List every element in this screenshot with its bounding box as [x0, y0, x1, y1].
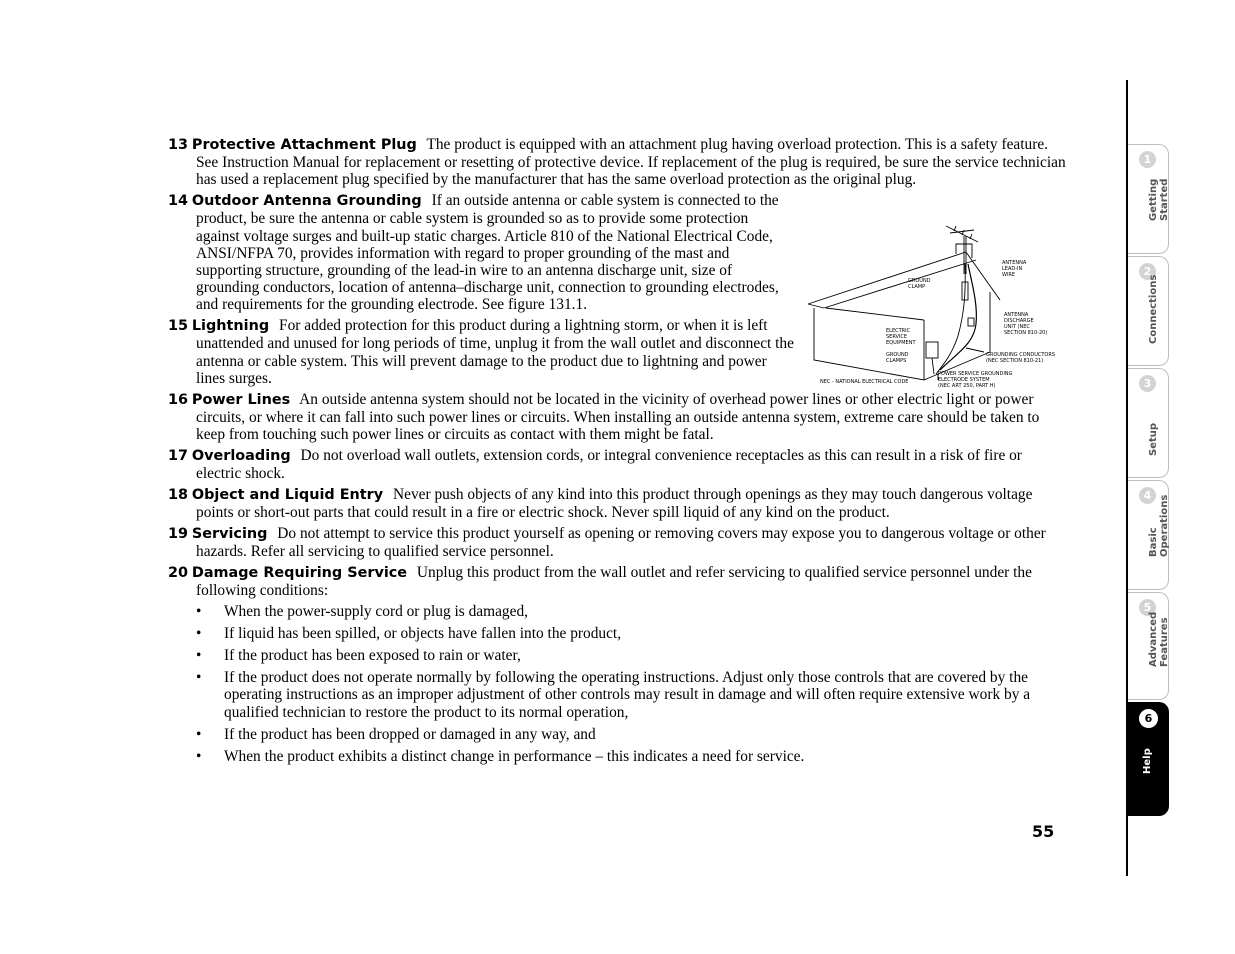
svg-text:GROUNDING CONDUCTORS(NEC SECTI: [986, 352, 1055, 364]
instruction-item-17: [168, 447, 1068, 482]
tab-label: Basic Operations: [1148, 494, 1170, 557]
tab-setup[interactable]: [1128, 368, 1169, 478]
item-title: Servicing: [191, 525, 268, 542]
label-ground-clamp-1: GROUND: [908, 278, 931, 284]
instruction-item-18: [168, 486, 1068, 521]
section-number-icon: 4: [1139, 487, 1156, 504]
instruction-item-15: [168, 317, 794, 387]
label-discharge-4: SECTION 810-20): [1004, 330, 1048, 336]
label-discharge-3: UNIT (NEC: [1004, 324, 1030, 330]
list-item: • When the product exhibits a distinct change in performance – this indicates a need for service.: [196, 747, 805, 765]
label-electrode-3: (NEC ART 250, PART H): [938, 383, 996, 389]
section-number-icon: 6: [1139, 709, 1158, 728]
item-number: 17: [168, 447, 189, 464]
label-ground-clamp-2: CLAMP: [908, 284, 926, 290]
page-number: 55: [1032, 822, 1055, 841]
item-text: Unplug this product from the wall outlet and refer servicing to qualified service personnel under the following conditions:: [196, 563, 1032, 600]
list-item: • If the product does not operate normally by following the operating instructions. Adjust only those controls that are covered by the operating instructions as an improper adjustment of other controls may result in damage and will often require extensive work by a qualified technician to restore the product to its normal operation,: [196, 669, 1031, 721]
item-title: Outdoor Antenna Grounding: [191, 193, 422, 210]
service-equipment-icon: [926, 342, 938, 358]
item-text: If an outside antenna or cable system is connected to the product, be sure the antenna or cable system is grounded so as to provide some protection against voltage surges and built-up static charges. Article 810 of the National Electrical Code, ANSI/NFPA 70, provides information with regard to proper grounding of the mast and supporting structure, grounding of the lead-in wire to an antenna discharge unit, size of grounding conductors, location of antenna–discharge unit, connection to grounding electrodes, and requirements for the grounding electrode. See figure 131.1.: [196, 192, 779, 314]
item-number: 19: [168, 525, 189, 542]
label-clamps-1: GROUND: [886, 352, 909, 358]
bullet: •: [196, 747, 202, 765]
bullet: •: [196, 647, 202, 665]
list-item: • If the product has been exposed to rain or water,: [196, 647, 521, 665]
section-number-icon: 2: [1139, 263, 1156, 280]
section-number-icon: 3: [1139, 375, 1156, 392]
antenna-grounding-figure: [806, 224, 1064, 390]
instruction-item-19: [168, 525, 1068, 560]
svg-text:POWER SERVICE GROUNDINGELECTRO: [938, 371, 1013, 389]
section-number-icon: 1: [1139, 151, 1156, 168]
item-number: 14: [168, 193, 189, 210]
svg-text:GROUNDCLAMPS: [886, 352, 909, 364]
label-antenna-1: ANTENNA: [1002, 260, 1027, 266]
svg-text:ANTENNADISCHARGEUNIT (NECSECTI: [1004, 312, 1047, 336]
item-number: 18: [168, 486, 189, 503]
svg-text:GROUNDCLAMP: [908, 278, 931, 290]
discharge-unit-icon: [968, 318, 974, 326]
tab-basic-operations[interactable]: [1128, 480, 1169, 590]
tab-label: Getting Started: [1148, 178, 1170, 221]
label-antenna-2: LEAD-IN: [1002, 266, 1023, 272]
item-number: 15: [168, 318, 189, 335]
instruction-item-16: [168, 391, 1068, 444]
item-text: The product is equipped with an attachment plug having overload protection. This is a safety feature. See Instruction Manual for replacement or resetting of protective device. If replacement of the plug is required, be sure the service technician has used a replacement plug specified by the manufacturer that has the same overload protection as the original plug.: [196, 136, 1066, 189]
bullet: •: [196, 669, 202, 687]
label-electrode-2: ELECTRODE SYSTEM: [938, 377, 990, 383]
tab-label: Setup: [1148, 422, 1159, 456]
bullet: •: [196, 725, 202, 743]
tab-help[interactable]: [1128, 702, 1169, 816]
tab-label: Connections: [1148, 274, 1159, 344]
item-number: 13: [168, 137, 189, 153]
svg-text:ANTENNALEAD-INWIRE: [1002, 260, 1027, 278]
list-item: • If liquid has been spilled, or objects have fallen into the product,: [196, 625, 622, 643]
item-text: Never push objects of any kind into this product through openings as they may touch dangerous voltage points or short-out parts that could result in a fire or electric shock. Never spill liquid of any kind on the product.: [196, 485, 1033, 522]
tab-label: Help: [1142, 748, 1153, 774]
list-item: • When the power-supply cord or plug is damaged,: [196, 603, 529, 621]
label-service-1: ELECTRIC: [886, 328, 911, 334]
label-antenna-3: WIRE: [1002, 272, 1016, 278]
item-text: For added protection for this product during a lightning storm, or when it is left unattended and unused for long periods of time, unplug it from the wall outlet and disconnect the antenna or cable system. This will prevent damage to the product due to lightning and power lines surges.: [196, 317, 794, 387]
label-electrode-1: POWER SERVICE GROUNDING: [938, 371, 1013, 377]
item-title: Damage Requiring Service: [191, 564, 408, 581]
item-title: Power Lines: [191, 391, 291, 408]
tab-connections[interactable]: [1128, 256, 1169, 366]
tab-label: Advanced Features: [1148, 611, 1170, 667]
item-number: 20: [168, 564, 189, 581]
bullet: •: [196, 603, 202, 621]
item-text: Do not overload wall outlets, extension cords, or integral convenience receptacles as this can result in a risk of fire or electric shock.: [196, 446, 1022, 483]
label-conductors-1: GROUNDING CONDUCTORS: [986, 352, 1056, 358]
tab-getting-started[interactable]: [1128, 144, 1169, 254]
item-title: Lightning: [191, 318, 270, 335]
item-title: Object and Liquid Entry: [191, 486, 384, 503]
item-title: Protective Attachment Plug: [191, 137, 417, 153]
svg-text:ELECTRICSERVICEEQUIPMENT: [886, 328, 916, 346]
instruction-item-20: [168, 564, 1068, 599]
item-text: Do not attempt to service this product yourself as opening or removing covers may expose you to dangerous voltage or other hazards. Refer all servicing to qualified service personnel.: [196, 524, 1046, 561]
service-conditions-list: [196, 603, 1068, 765]
section-number-icon: 5: [1139, 599, 1156, 616]
label-discharge-2: DISCHARGE: [1004, 318, 1034, 324]
label-service-2: SERVICE: [886, 334, 908, 340]
bullet: •: [196, 625, 202, 643]
item-text: An outside antenna system should not be located in the vicinity of overhead power lines or other electric light or power circuits, or where it can fall into such power lines or circuits. When installing an outside antenna system, extreme care should be taken to keep from touching such power lines or circuits as contact with them might be fatal.: [196, 390, 1040, 444]
tab-advanced-features[interactable]: [1128, 592, 1169, 700]
label-clamps-2: CLAMPS: [886, 358, 907, 364]
instruction-item-13: [168, 136, 1068, 189]
lead-in-wire: [940, 264, 976, 370]
antenna-icon: [946, 226, 978, 242]
item-number: 16: [168, 391, 189, 408]
label-discharge-1: ANTENNA: [1004, 312, 1029, 318]
instruction-item-14: [168, 192, 794, 313]
item-title: Overloading: [191, 447, 291, 464]
label-nec-note: NEC - NATIONAL ELECTRICAL CODE: [820, 379, 909, 385]
list-item: • If the product has been dropped or damaged in any way, and: [196, 725, 596, 743]
label-service-3: EQUIPMENT: [886, 340, 916, 346]
label-conductors-2: (NEC SECTION 810-21): [986, 358, 1044, 364]
